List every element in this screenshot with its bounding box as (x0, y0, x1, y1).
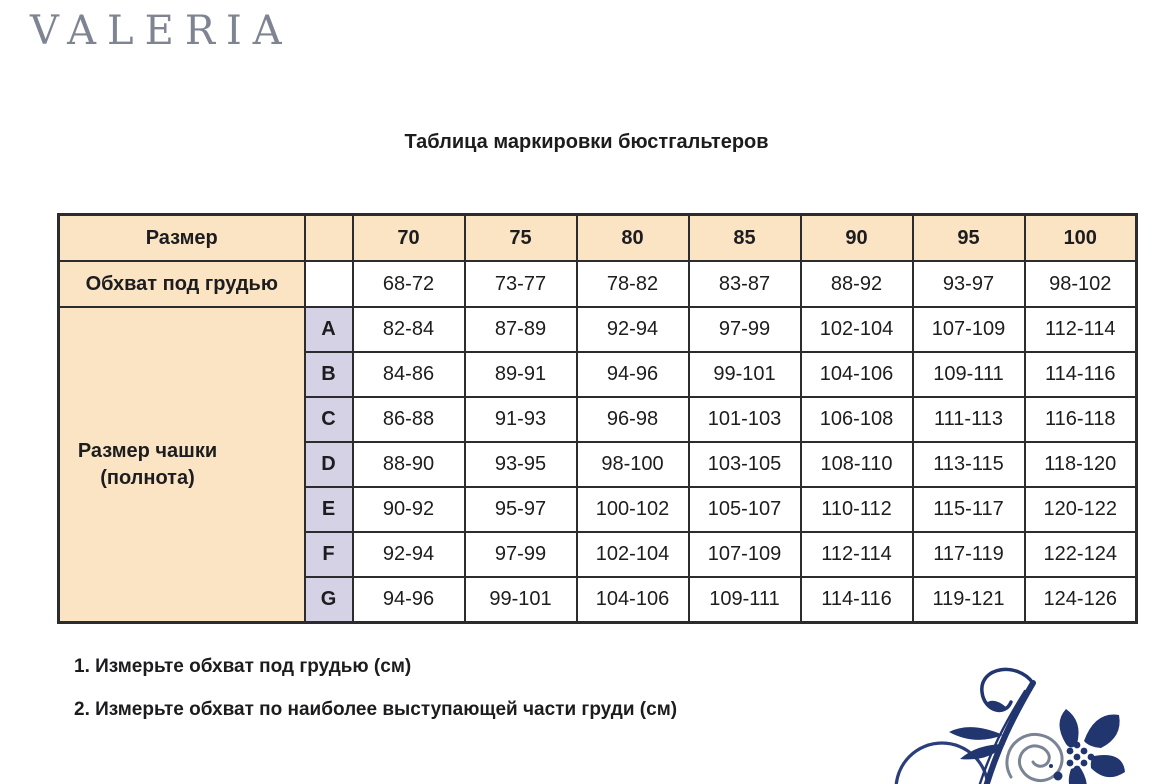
measure-cell: 117-119 (913, 532, 1025, 577)
measure-cell: 104-106 (577, 577, 689, 623)
measure-cell: 109-111 (913, 352, 1025, 397)
measure-cell: 100-102 (577, 487, 689, 532)
measure-cell: 108-110 (801, 442, 913, 487)
measure-cell: 106-108 (801, 397, 913, 442)
measurement-instructions (74, 656, 677, 742)
page-title: Таблица маркировки бюстгальтеров (404, 131, 769, 153)
size-value-cell: 85 (689, 215, 801, 262)
measure-cell: 87-89 (465, 307, 577, 352)
floral-swirl-ornament-icon (855, 645, 1173, 784)
measure-cell: 92-94 (353, 532, 465, 577)
measure-cell: 103-105 (689, 442, 801, 487)
measure-cell: 109-111 (689, 577, 801, 623)
measure-cell: 105-107 (689, 487, 801, 532)
underbust-value-cell: 83-87 (689, 261, 801, 307)
measure-cell: 99-101 (465, 577, 577, 623)
size-value-cell: 95 (913, 215, 1025, 262)
underbust-value-cell: 98-102 (1025, 261, 1137, 307)
measure-cell: 92-94 (577, 307, 689, 352)
measure-cell: 102-104 (801, 307, 913, 352)
measure-cell: 89-91 (465, 352, 577, 397)
brand-logo: VALERIA (30, 8, 293, 54)
measure-cell: 107-109 (689, 532, 801, 577)
cup-size-label: Размер чашки (полнота) (77, 439, 218, 489)
measure-cell: 96-98 (577, 397, 689, 442)
measure-cell: 112-114 (1025, 307, 1137, 352)
size-row-label: Размер (59, 215, 305, 262)
measure-cell: 107-109 (913, 307, 1025, 352)
underbust-row-label: Обхват под грудью (59, 261, 305, 307)
measure-cell: 98-100 (577, 442, 689, 487)
underbust-value-cell: 68-72 (353, 261, 465, 307)
measure-cell: 101-103 (689, 397, 801, 442)
underbust-value-cell: 73-77 (465, 261, 577, 307)
measure-cell: 104-106 (801, 352, 913, 397)
cup-size-label-cell (59, 307, 305, 623)
size-header-row (59, 215, 1137, 262)
underbust-value-cell: 88-92 (801, 261, 913, 307)
cup-letter-cell: F (305, 532, 353, 577)
instruction-line-1: 1. Измерьте обхват под грудью (см) (74, 656, 412, 677)
measure-cell: 111-113 (913, 397, 1025, 442)
measure-cell: 97-99 (465, 532, 577, 577)
underbust-value-cell: 93-97 (913, 261, 1025, 307)
cup-letter-cell: B (305, 352, 353, 397)
measure-cell: 115-117 (913, 487, 1025, 532)
measure-cell: 120-122 (1025, 487, 1137, 532)
corner-cell (305, 215, 353, 262)
measure-cell: 86-88 (353, 397, 465, 442)
instruction-line-2: 2. Измерьте обхват по наиболее выступающей части груди (см) (74, 699, 678, 720)
measure-cell: 88-90 (353, 442, 465, 487)
measure-cell: 95-97 (465, 487, 577, 532)
measure-cell: 114-116 (1025, 352, 1137, 397)
cup-letter-cell: D (305, 442, 353, 487)
measure-cell: 112-114 (801, 532, 913, 577)
underbust-value-cell: 78-82 (577, 261, 689, 307)
size-value-cell: 75 (465, 215, 577, 262)
bra-size-table (57, 213, 1138, 624)
measure-cell: 124-126 (1025, 577, 1137, 623)
measure-cell: 113-115 (913, 442, 1025, 487)
measure-cell: 90-92 (353, 487, 465, 532)
cup-letter-cell: A (305, 307, 353, 352)
measure-cell: 122-124 (1025, 532, 1137, 577)
measure-cell: 102-104 (577, 532, 689, 577)
underbust-row (59, 261, 1137, 307)
measure-cell: 93-95 (465, 442, 577, 487)
cup-letter-cell: E (305, 487, 353, 532)
measure-cell: 118-120 (1025, 442, 1137, 487)
size-value-cell: 100 (1025, 215, 1137, 262)
size-value-cell: 80 (577, 215, 689, 262)
cup-letter-cell: C (305, 397, 353, 442)
measure-cell: 94-96 (577, 352, 689, 397)
measure-cell: 97-99 (689, 307, 801, 352)
measure-cell: 114-116 (801, 577, 913, 623)
size-value-cell: 90 (801, 215, 913, 262)
measure-cell: 84-86 (353, 352, 465, 397)
measure-cell: 116-118 (1025, 397, 1137, 442)
size-value-cell: 70 (353, 215, 465, 262)
measure-cell: 91-93 (465, 397, 577, 442)
cup-letter-cell: G (305, 577, 353, 623)
measure-cell: 82-84 (353, 307, 465, 352)
measure-cell: 99-101 (689, 352, 801, 397)
measure-cell: 110-112 (801, 487, 913, 532)
measure-cell: 119-121 (913, 577, 1025, 623)
cup-row-a (59, 307, 1137, 352)
empty-cell (305, 261, 353, 307)
measure-cell: 94-96 (353, 577, 465, 623)
